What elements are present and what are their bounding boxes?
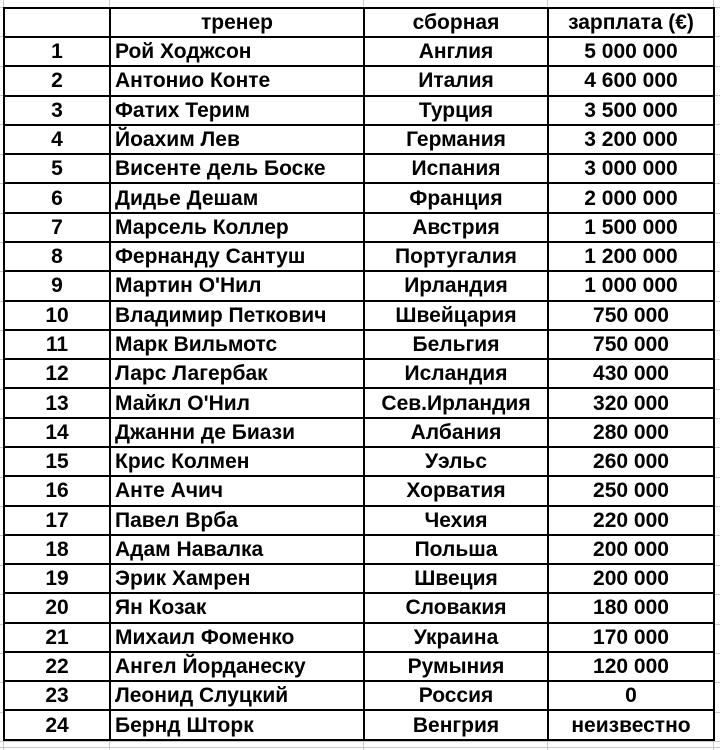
table-row [4, 593, 714, 622]
table-row [4, 476, 714, 505]
rank-cell: 16 [4, 476, 110, 505]
team-cell: Португалия [364, 242, 548, 271]
rank-cell: 3 [4, 96, 110, 125]
table-row [4, 535, 714, 564]
coach-cell: Павел Врба [110, 506, 364, 535]
table-header-row [4, 8, 714, 37]
coach-cell: Бернд Шторк [110, 710, 364, 740]
table-row [4, 96, 714, 125]
team-cell: Чехия [364, 506, 548, 535]
coach-cell: Джанни де Биази [110, 418, 364, 447]
coach-salary-table [3, 7, 715, 741]
coach-cell: Марсель Коллер [110, 213, 364, 242]
table-row [4, 66, 714, 95]
rank-cell: 1 [4, 37, 110, 66]
table-row [4, 37, 714, 66]
salary-cell: 3 200 000 [548, 125, 714, 154]
table-row [4, 506, 714, 535]
rank-cell: 12 [4, 359, 110, 388]
salary-cell: 4 600 000 [548, 66, 714, 95]
table-row [4, 652, 714, 681]
coach-cell: Владимир Петкович [110, 301, 364, 330]
coach-cell: Антонио Конте [110, 66, 364, 95]
salary-cell: 180 000 [548, 593, 714, 622]
coach-cell: Ларс Лагербак [110, 359, 364, 388]
rank-cell: 15 [4, 447, 110, 476]
salary-cell: 200 000 [548, 564, 714, 593]
team-cell: Венгрия [364, 710, 548, 740]
salary-cell: 170 000 [548, 623, 714, 652]
rank-cell: 23 [4, 681, 110, 710]
table-row [4, 271, 714, 300]
salary-cell: 3 500 000 [548, 96, 714, 125]
row-gridline [0, 747, 720, 748]
rank-cell: 2 [4, 66, 110, 95]
coach-cell: Висенте дель Боске [110, 154, 364, 183]
salary-cell: 2 000 000 [548, 183, 714, 212]
table-row [4, 418, 714, 447]
salary-cell: 750 000 [548, 330, 714, 359]
rank-cell: 5 [4, 154, 110, 183]
rank-cell: 24 [4, 710, 110, 740]
header-blank [4, 8, 110, 37]
team-cell: Швеция [364, 564, 548, 593]
coach-cell: Эрик Хамрен [110, 564, 364, 593]
rank-cell: 11 [4, 330, 110, 359]
rank-cell: 22 [4, 652, 110, 681]
table-row [4, 359, 714, 388]
salary-cell: 1 500 000 [548, 213, 714, 242]
rank-cell: 7 [4, 213, 110, 242]
salary-cell: 750 000 [548, 301, 714, 330]
header-salary: зарплата (€) [548, 8, 714, 37]
coach-cell: Рой Ходжсон [110, 37, 364, 66]
table-row [4, 183, 714, 212]
table-row [4, 681, 714, 710]
table-row [4, 301, 714, 330]
salary-cell: 120 000 [548, 652, 714, 681]
team-cell: Румыния [364, 652, 548, 681]
rank-cell: 19 [4, 564, 110, 593]
row-gridline [0, 741, 720, 742]
team-cell: Россия [364, 681, 548, 710]
salary-cell: 320 000 [548, 388, 714, 417]
salary-cell: 200 000 [548, 535, 714, 564]
coach-cell: Ангел Йорданеску [110, 652, 364, 681]
team-cell: Испания [364, 154, 548, 183]
salary-cell: 3 000 000 [548, 154, 714, 183]
team-cell: Франция [364, 183, 548, 212]
coach-cell: Леонид Слуцкий [110, 681, 364, 710]
coach-cell: Анте Ачич [110, 476, 364, 505]
table-body [4, 37, 714, 740]
team-cell: Польша [364, 535, 548, 564]
coach-cell: Йоахим Лев [110, 125, 364, 154]
rank-cell: 21 [4, 623, 110, 652]
coach-cell: Мартин О'Нил [110, 271, 364, 300]
team-cell: Германия [364, 125, 548, 154]
team-cell: Словакия [364, 593, 548, 622]
salary-cell: 220 000 [548, 506, 714, 535]
team-cell: Австрия [364, 213, 548, 242]
salary-cell: 0 [548, 681, 714, 710]
table-row [4, 623, 714, 652]
rank-cell: 9 [4, 271, 110, 300]
table-row [4, 125, 714, 154]
rank-cell: 14 [4, 418, 110, 447]
team-cell: Сев.Ирландия [364, 388, 548, 417]
team-cell: Исландия [364, 359, 548, 388]
rank-cell: 17 [4, 506, 110, 535]
coach-cell: Ян Козак [110, 593, 364, 622]
coach-cell: Фернанду Сантуш [110, 242, 364, 271]
rank-cell: 20 [4, 593, 110, 622]
rank-cell: 6 [4, 183, 110, 212]
salary-cell: 430 000 [548, 359, 714, 388]
table-row [4, 710, 714, 740]
salary-cell: 1 000 000 [548, 271, 714, 300]
table-row [4, 564, 714, 593]
rank-cell: 8 [4, 242, 110, 271]
team-cell: Украина [364, 623, 548, 652]
rank-cell: 10 [4, 301, 110, 330]
salary-cell: 1 200 000 [548, 242, 714, 271]
coach-cell: Дидье Дешам [110, 183, 364, 212]
team-cell: Италия [364, 66, 548, 95]
rank-cell: 18 [4, 535, 110, 564]
salary-cell: 5 000 000 [548, 37, 714, 66]
rank-cell: 4 [4, 125, 110, 154]
coach-cell: Михаил Фоменко [110, 623, 364, 652]
salary-cell: 280 000 [548, 418, 714, 447]
coach-cell: Фатих Терим [110, 96, 364, 125]
table-row [4, 154, 714, 183]
coach-cell: Адам Навалка [110, 535, 364, 564]
team-cell: Швейцария [364, 301, 548, 330]
table-row [4, 447, 714, 476]
team-cell: Уэльс [364, 447, 548, 476]
coach-cell: Марк Вильмотс [110, 330, 364, 359]
table-row [4, 213, 714, 242]
coach-cell: Майкл О'Нил [110, 388, 364, 417]
team-cell: Албания [364, 418, 548, 447]
coach-cell: Крис Колмен [110, 447, 364, 476]
salary-cell: 260 000 [548, 447, 714, 476]
table-row [4, 388, 714, 417]
header-team: сборная [364, 8, 548, 37]
team-cell: Хорватия [364, 476, 548, 505]
team-cell: Англия [364, 37, 548, 66]
team-cell: Ирландия [364, 271, 548, 300]
team-cell: Бельгия [364, 330, 548, 359]
rank-cell: 13 [4, 388, 110, 417]
table-row [4, 242, 714, 271]
header-coach: тренер [110, 8, 364, 37]
salary-cell: 250 000 [548, 476, 714, 505]
salary-cell: неизвестно [548, 710, 714, 740]
team-cell: Турция [364, 96, 548, 125]
table-row [4, 330, 714, 359]
